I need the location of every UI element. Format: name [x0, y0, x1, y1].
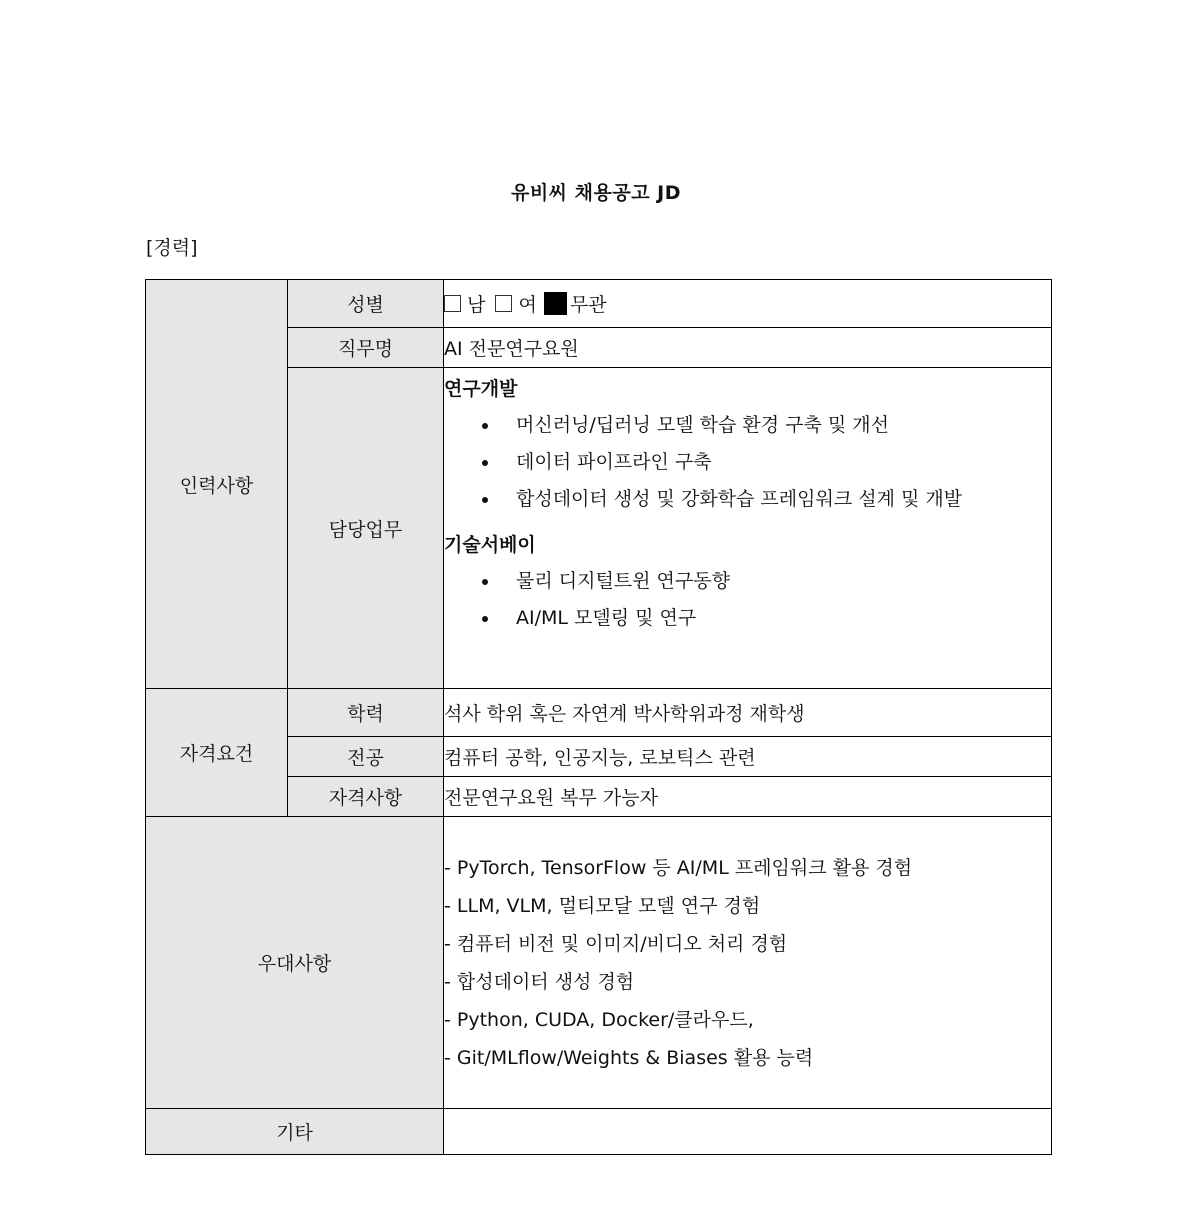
preference-item: - LLM, VLM, 멀티모달 모델 연구 경험: [444, 894, 761, 917]
preference-item: - PyTorch, TensorFlow 등 AI/ML 프레임워크 활용 경험: [444, 856, 913, 879]
list-item: 머신러닝/딥러닝 모델 학습 환경 구축 및 개선: [444, 407, 1051, 444]
eligibility-value: 전문연구요원 복무 가능자: [444, 777, 1052, 817]
major-label: 전공: [288, 737, 444, 777]
group-preference: 우대사항: [146, 817, 444, 1109]
duties-label: 담당업무: [288, 368, 444, 689]
job-title-value: AI 전문연구요원: [444, 328, 1052, 368]
major-value: 컴퓨터 공학, 인공지능, 로보틱스 관련: [444, 737, 1052, 777]
duties-list-survey: [444, 563, 1051, 637]
gender-female-label: 여: [518, 294, 537, 316]
education-label: 학력: [288, 689, 444, 737]
preference-item: - 컴퓨터 비전 및 이미지/비디오 처리 경험: [444, 932, 788, 955]
gender-options: [444, 280, 1052, 328]
section-label: [경력]: [146, 237, 198, 259]
group-qualification: 자격요건: [146, 689, 288, 817]
gender-any-checkbox[interactable]: [547, 295, 564, 312]
job-description-table: [145, 279, 1052, 1155]
gender-male-checkbox[interactable]: [444, 295, 461, 312]
list-item: 합성데이터 생성 및 강화학습 프레임워크 설계 및 개발: [444, 481, 1051, 518]
job-title-label: 직무명: [288, 328, 444, 368]
duties-content: [444, 368, 1052, 689]
preference-item: - Git/MLflow/Weights & Biases 활용 능력: [444, 1046, 814, 1069]
list-item: 데이터 파이프라인 구축: [444, 444, 1051, 481]
preference-item: - Python, CUDA, Docker/클라우드,: [444, 1008, 754, 1031]
education-value: 석사 학위 혹은 자연계 박사학위과정 재학생: [444, 689, 1052, 737]
group-etc: 기타: [146, 1109, 444, 1155]
duties-heading-survey: 기술서베이: [444, 534, 536, 556]
group-manpower: 인력사항: [146, 280, 288, 689]
gender-female-checkbox[interactable]: [495, 295, 512, 312]
gender-male-label: 남: [467, 294, 486, 316]
list-item: AI/ML 모델링 및 연구: [444, 600, 1051, 637]
duties-heading-rnd: 연구개발: [444, 378, 518, 400]
etc-value: [444, 1109, 1052, 1155]
preference-item: - 합성데이터 생성 경험: [444, 970, 635, 993]
document-title: 유비씨 채용공고 JD: [510, 182, 682, 204]
preferences-content: [444, 817, 1052, 1109]
eligibility-label: 자격사항: [288, 777, 444, 817]
gender-any-label: 무관: [569, 294, 607, 316]
gender-label: 성별: [288, 280, 444, 328]
list-item: 물리 디지털트윈 연구동향: [444, 563, 1051, 600]
duties-list-rnd: [444, 407, 1051, 518]
